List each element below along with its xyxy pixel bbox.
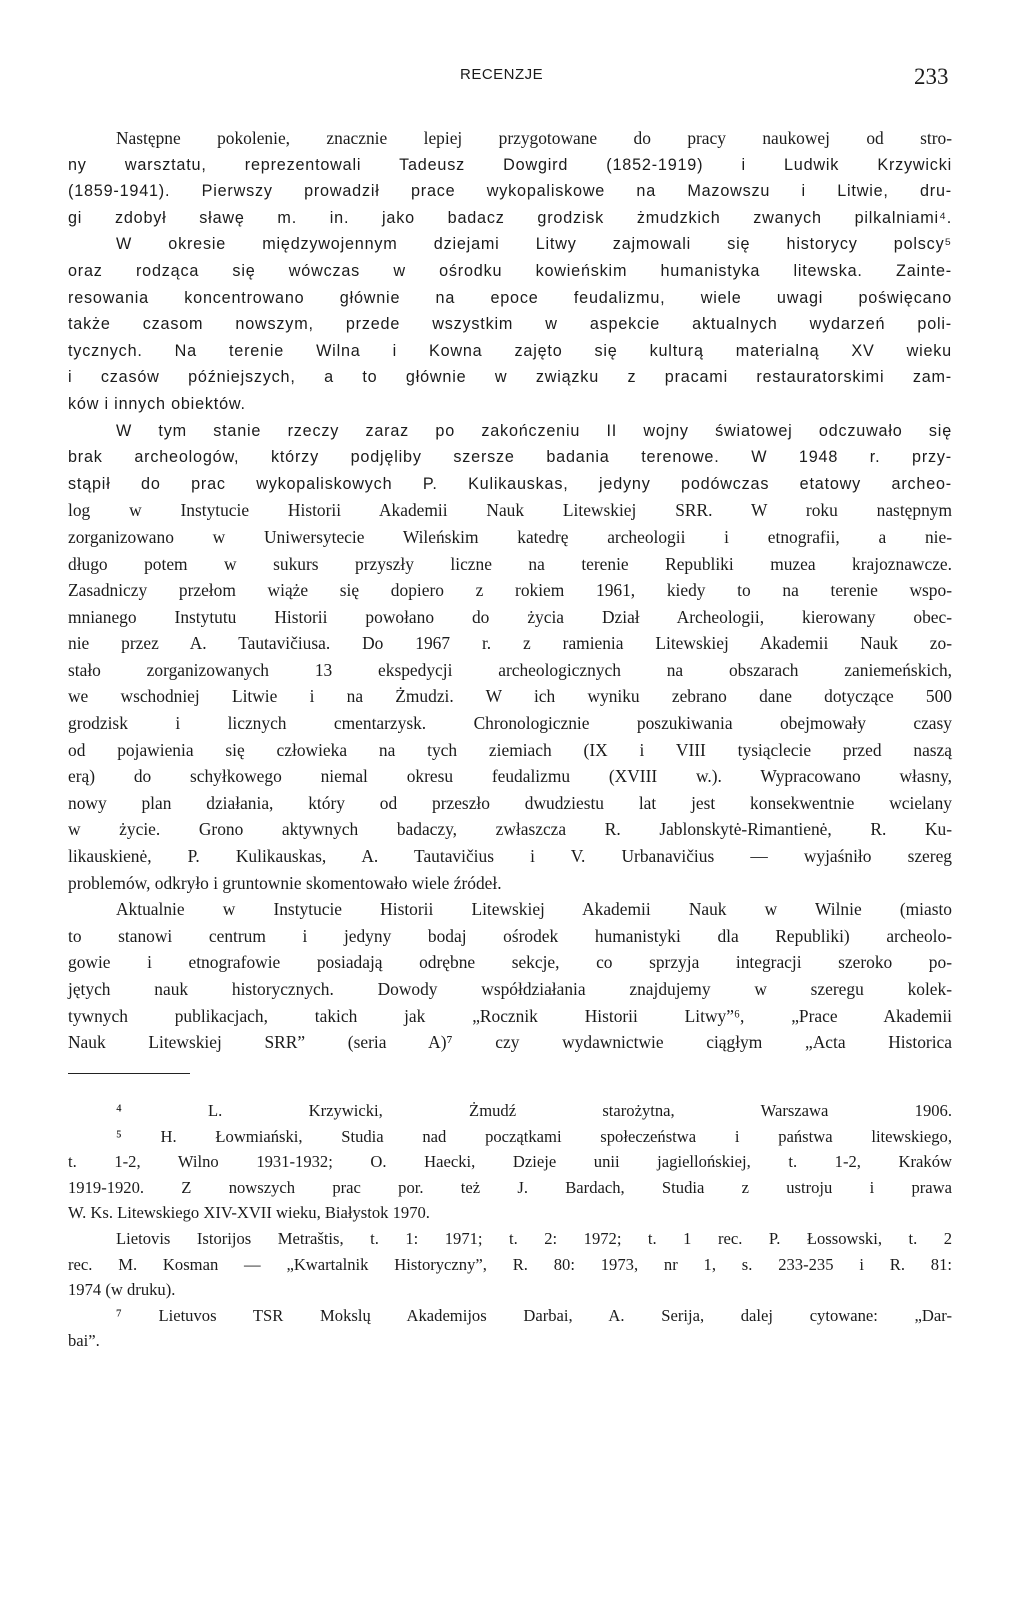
body-line: to stanowi centrum i jedyny bodaj ośrodek humanistyki dla Republiki) archeolo-	[68, 925, 952, 946]
footnote-5-line: 1919-1920. Z nowszych prac por. też J. Bardach, Studia z ustroju i prawa	[68, 1177, 952, 1197]
body-text	[68, 125, 952, 1056]
body-line: resowania koncentrowano głównie na epoce feudalizmu, wiele uwagi poświęcano	[68, 288, 952, 307]
body-line: stąpił do prac wykopaliskowych P. Kulikauskas, jedyny podówczas etatowy archeo-	[68, 474, 952, 493]
body-line: W okresie międzywojennym dziejami Litwy zajmowali się historycy polscy⁵	[116, 235, 952, 254]
page-number: 233	[914, 64, 949, 89]
body-line: mnianego Instytutu Historii powołano do życia Dział Archeologii, kierowany obec-	[68, 606, 952, 627]
body-line: zorganizowano w Uniwersytecie Wileńskim katedrę archeologii i etnografii, a nie-	[68, 526, 952, 547]
footnote-6-line: rec. M. Kosman — „Kwartalnik Historyczny”, R. 80: 1973, nr 1, s. 233-235 i R. 81:	[68, 1254, 952, 1274]
body-line: oraz rodząca się wówczas w ośrodku kowieńskim humanistyka litewska. Zainte-	[68, 261, 952, 280]
body-line: stało zorganizowanych 13 ekspedycji archeologicznych na obszarach zaniemeńskich,	[68, 659, 952, 680]
footnote-5-line: ⁵ H. Łowmiański, Studia nad początkami społeczeństwa i państwa litewskiego,	[116, 1126, 952, 1146]
body-line: gowie i etnografowie posiadają odrębne sekcje, co sprzyja integracji szeroko po-	[68, 952, 952, 973]
body-line: ków i innych obiektów.	[68, 394, 246, 413]
body-line: jętych nauk historycznych. Dowody współdziałania znajdujemy w szeregu kolek-	[68, 979, 952, 999]
footnote-rule	[68, 1073, 190, 1074]
page-header	[0, 62, 1024, 92]
body-line: W tym stanie rzeczy zaraz po zakończeniu II wojny światowej odczuwało się	[116, 421, 952, 440]
body-line: nowy plan działania, który od przeszło dwudziestu lat jest konsekwentnie wcielany	[68, 792, 952, 813]
body-line: grodzisk i licznych cmentarzysk. Chronologicznie poszukiwania obejmowały czasy	[68, 713, 952, 734]
body-line: Nauk Litewskiej SRR” (seria A)⁷ czy wydawnictwie ciągłym „Acta Historica	[68, 1032, 952, 1053]
footnote-7-line: ⁷ Lietuvos TSR Mokslų Akademijos Darbai, A. Serija, dalej cytowane: „Dar-	[116, 1305, 952, 1325]
body-line: (1859-1941). Pierwszy prowadził prace wykopaliskowe na Mazowszu i Litwie, dru-	[68, 182, 952, 201]
body-line: log w Instytucie Historii Akademii Nauk Litewskiej SRR. W roku następnym	[68, 500, 952, 521]
body-line: nie przez A. Tautavičiusa. Do 1967 r. z ramienia Litewskiej Akademii Nauk zo-	[68, 633, 952, 654]
body-line: Następne pokolenie, znacznie lepiej przygotowane do pracy naukowej od stro-	[116, 128, 952, 148]
footnote-6-line: 1974 (w druku).	[68, 1280, 176, 1300]
footnote-4-line: ⁴ L. Krzywicki, Żmudź starożytna, Warszawa 1906.	[116, 1101, 952, 1120]
body-line: długo potem w sukurs przyszły liczne na terenie Republiki muzea krajoznawcze.	[68, 553, 952, 574]
footnote-5-line: t. 1-2, Wilno 1931-1932; O. Haecki, Dzieje unii jagiellońskiej, t. 1-2, Kraków	[68, 1152, 952, 1172]
body-line: tywnych publikacjach, takich jak „Rocznik Historii Litwy”⁶, „Prace Akademii	[68, 1005, 952, 1026]
body-line: gi zdobył sławę m. in. jako badacz grodzisk żmudzkich zwanych pilkalniami⁴.	[68, 208, 952, 227]
footnotes	[68, 1098, 952, 1354]
body-line: od pojawienia się człowieka na tych ziemiach (IX i VIII tysiąclecie przed naszą	[68, 739, 952, 760]
body-line: we wschodniej Litwie i na Żmudzi. W ich wyniku zebrano dane dotyczące 500	[68, 686, 952, 707]
footnote-5-line: W. Ks. Litewskiego XIV-XVII wieku, Białystok 1970.	[68, 1203, 430, 1223]
body-line: Aktualnie w Instytucie Historii Litewskiej Akademii Nauk w Wilnie (miasto	[116, 899, 952, 920]
body-line: Zasadniczy przełom wiąże się dopiero z rokiem 1961, kiedy to na terenie wspo-	[68, 580, 952, 601]
body-line: problemów, odkryło i gruntownie skomentowało wiele źródeł.	[68, 872, 502, 893]
body-line: brak archeologów, którzy podjęliby szersze badania terenowe. W 1948 r. przy-	[68, 448, 952, 467]
body-line: w życie. Grono aktywnych badaczy, zwłaszcza R. Jablonskytė-Rimantienė, R. Ku-	[68, 819, 952, 840]
running-head: RECENZJE	[460, 66, 544, 83]
body-line: także czasom nowszym, przede wszystkim w aspekcie aktualnych wydarzeń poli-	[68, 315, 952, 334]
footnote-7-line: bai”.	[68, 1331, 100, 1351]
body-line: erą) do schyłkowego niemal okresu feudalizmu (XVIII w.). Wypracowano własny,	[68, 766, 952, 787]
footnote-6-line: Lietovis Istorijos Metraštis, t. 1: 1971; t. 2: 1972; t. 1 rec. P. Łossowski, t. 2	[116, 1228, 952, 1248]
body-line: tycznych. Na terenie Wilna i Kowna zajęto się kulturą materialną XV wieku	[68, 341, 952, 360]
body-line: ny warsztatu, reprezentowali Tadeusz Dowgird (1852-1919) i Ludwik Krzywicki	[68, 155, 952, 174]
body-line: likauskienė, P. Kulikauskas, A. Tautavičius i V. Urbanavičius — wyjaśniło szereg	[68, 846, 952, 867]
body-line: i czasów późniejszych, a to głównie w związku z pracami restauratorskimi zam-	[68, 368, 952, 387]
